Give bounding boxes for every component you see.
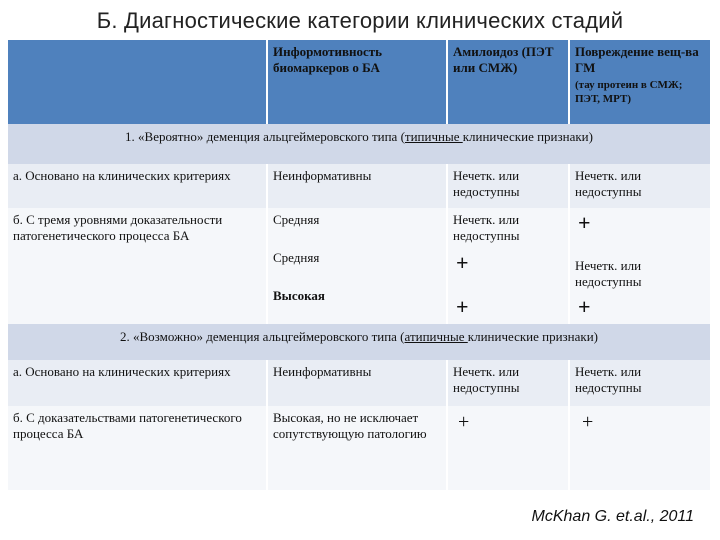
section-possible-heading	[8, 324, 710, 360]
row-1a-biomarker: Неинформативны	[266, 164, 446, 208]
table-row	[8, 164, 710, 208]
row-1b-damage-1: +	[578, 210, 591, 235]
table-row	[8, 360, 710, 406]
header-empty-cell	[8, 40, 266, 124]
section-probable-suffix: клинические признаки)	[462, 129, 593, 144]
citation: McKhan G. et.al., 2011	[531, 508, 694, 525]
row-1b-level-3: Высокая	[273, 288, 325, 303]
table-row	[8, 208, 710, 324]
row-1b-amyloid-2: +	[456, 250, 469, 275]
row-1b-amyloid-1: Нечетк. или недоступны	[453, 212, 520, 243]
row-1a-criteria: а. Основано на клинических критериях	[8, 164, 266, 208]
row-2b-criteria: б. С доказательствами патогенетического процесса БА	[8, 406, 266, 490]
row-1b-criteria: б. С тремя уровнями доказательности патогенетического процесса БА	[8, 208, 266, 324]
row-2a-criteria: а. Основано на клинических критериях	[8, 360, 266, 406]
row-1b-level-2: Средняя	[273, 250, 320, 265]
header-biomarker-info: Информотивность биомаркеров о БА	[266, 40, 446, 124]
row-1b-biomarker	[266, 208, 446, 324]
section-possible-underlined: атипичные	[404, 329, 468, 344]
row-1b-amyloid	[446, 208, 568, 324]
row-1b-damage-3: +	[578, 294, 591, 319]
row-1a-damage: Нечетк. или недоступны	[568, 164, 710, 208]
section-probable-heading	[8, 124, 710, 164]
row-1b-amyloid-3: +	[456, 294, 469, 319]
header-brain-damage-main: Повреждение вещ-ва ГМ	[575, 44, 699, 75]
slide-title: Б. Диагностические категории клинических стадий	[96, 8, 624, 33]
row-1b-level-1: Средняя	[273, 212, 320, 227]
header-brain-damage-sub: (тау протеин в СМЖ; ПЭТ, МРТ)	[575, 79, 683, 105]
table-row	[8, 406, 710, 490]
header-amyloidosis: Амилоидоз (ПЭТ или СМЖ)	[446, 40, 568, 124]
row-2a-damage: Нечетк. или недоступны	[568, 360, 710, 406]
row-1b-damage	[568, 208, 710, 324]
row-2b-biomarker: Высокая, но не исключает сопутствующую патологию	[266, 406, 446, 490]
section-possible-suffix: клинические признаки)	[467, 329, 599, 344]
row-2a-amyloid: Нечетк. или недоступны	[446, 360, 568, 406]
section-probable-underlined: типичные	[404, 129, 463, 144]
row-2a-biomarker: Неинформативны	[266, 360, 446, 406]
row-1a-amyloid: Нечетк. или недоступны	[446, 164, 568, 208]
section-probable-prefix: 1. «Вероятно» деменция альцгеймеровского типа (	[125, 129, 405, 144]
row-2b-damage: +	[568, 406, 710, 490]
row-2b-amyloid: +	[446, 406, 568, 490]
table-header-row	[8, 40, 710, 124]
row-1b-damage-2: Нечетк. или недоступны	[575, 258, 642, 289]
section-possible-prefix: 2. «Возможно» деменция альцгеймеровского типа (	[119, 329, 405, 344]
header-brain-damage	[568, 40, 710, 124]
